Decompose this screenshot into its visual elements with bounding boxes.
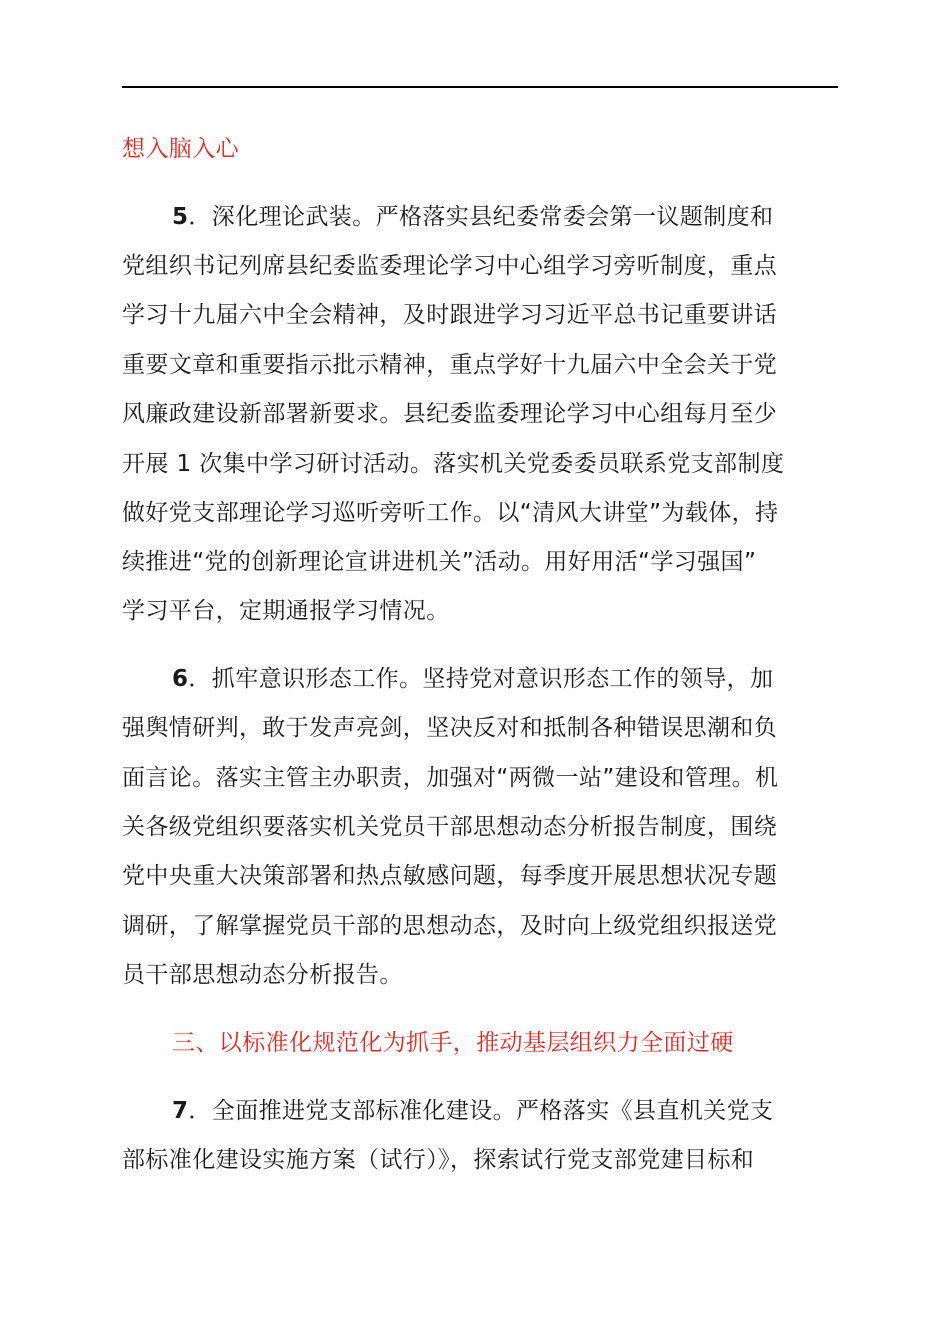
paragraph-6-line-7: 员干部思想动态分析报告。 <box>122 962 403 988</box>
heading-continuation: 想入脑入心 <box>122 136 239 162</box>
item-number: 7 <box>172 1098 189 1124</box>
paragraph-6-line-4: 关各级党组织要落实机关党员干部思想动态分析报告制度，围绕 <box>122 814 778 840</box>
paragraph-7-line-2: 部标准化建设实施方案（试行）》，探索试行党支部党建目标和 <box>122 1147 755 1173</box>
paragraph-5-line-4: 重要文章和重要指示批示精神，重点学好十九届六中全会关于党 <box>122 352 778 378</box>
paragraph-6-line-6: 调研，了解掌握党员干部的思想动态，及时向上级党组织报送党 <box>122 913 778 939</box>
paragraph-6-line-3: 面言论。落实主管主办职责，加强对“两微一站”建设和管理。机 <box>122 765 779 791</box>
paragraph-7-line-1: 7．全面推进党支部标准化建设。严格落实《县直机关党支 <box>172 1098 774 1124</box>
item-number: 5 <box>172 204 189 230</box>
paragraph-5-line-7: 做好党支部理论学习巡听旁听工作。以“清风大讲堂”为载体，持 <box>122 500 779 526</box>
paragraph-5-line-5: 风廉政建设新部署新要求。县纪委监委理论学习中心组每月至少 <box>122 401 778 427</box>
paragraph-5-line-8: 续推进“党的创新理论宣讲进机关”活动。用好用活“学习强国” <box>122 549 757 575</box>
paragraph-6-line-1: 6．抓牢意识形态工作。坚持党对意识形态工作的领导，加 <box>172 666 774 692</box>
paragraph-5-line-1: 5．深化理论武装。严格落实县纪委常委会第一议题制度和 <box>172 204 774 230</box>
paragraph-6-line-5: 党中央重大决策部署和热点敏感问题，每季度开展思想状况专题 <box>122 863 778 889</box>
paragraph-5-line-6: 开展 1 次集中学习研讨活动。落实机关党委委员联系党支部制度 <box>122 451 785 477</box>
header-rule <box>122 86 838 88</box>
paragraph-6-line-2: 强舆情研判，敢于发声亮剑，坚决反对和抵制各种错误思潮和负 <box>122 715 778 741</box>
paragraph-5-line-9: 学习平台，定期通报学习情况。 <box>122 598 450 624</box>
section-heading-3: 三、以标准化规范化为抓手，推动基层组织力全面过硬 <box>172 1030 734 1056</box>
paragraph-5-line-2: 党组织书记列席县纪委监委理论学习中心组学习旁听制度，重点 <box>122 253 778 279</box>
item-number: 6 <box>172 666 189 692</box>
paragraph-5-line-3: 学习十九届六中全会精神，及时跟进学习习近平总书记重要讲话 <box>122 302 778 328</box>
